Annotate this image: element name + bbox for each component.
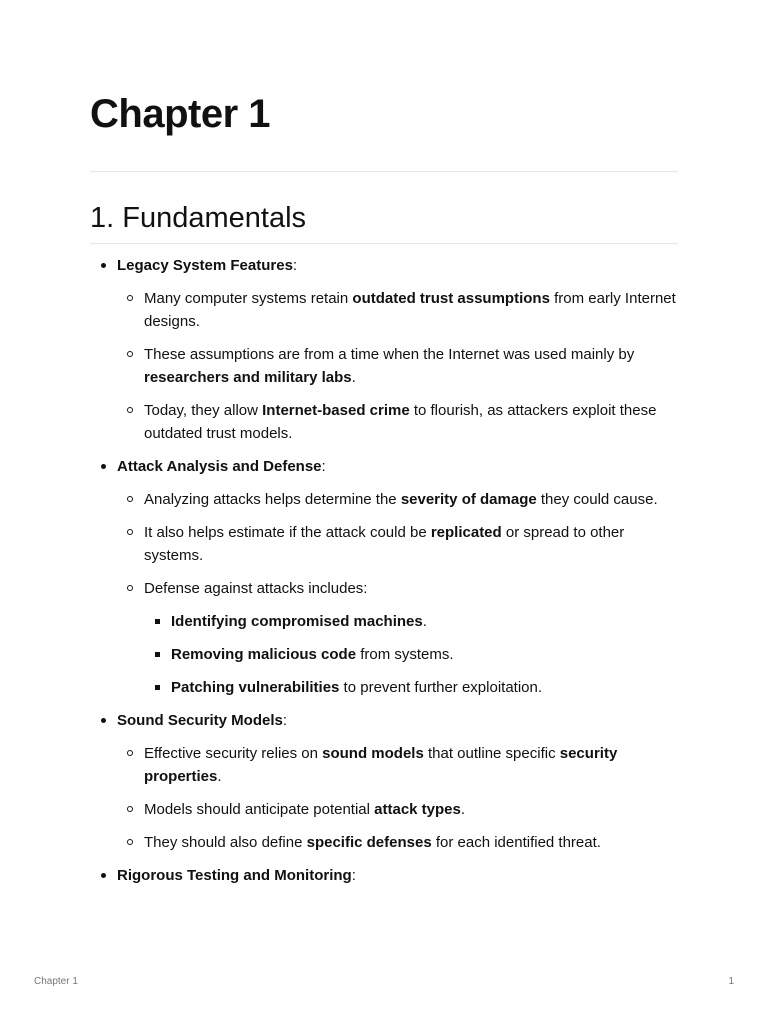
footer-chapter-label: Chapter 1 xyxy=(34,976,78,987)
title-divider xyxy=(90,171,678,172)
sub-sub-bullet-list xyxy=(144,610,680,699)
page-title: Chapter 1 xyxy=(90,92,270,136)
list-item-heading: Rigorous Testing and Monitoring: xyxy=(117,867,356,884)
list-item-text: It also helps estimate if the attack could be replicated or spread to other systems. xyxy=(144,524,625,564)
list-item-text: Effective security relies on sound models that outline specific security properties. xyxy=(144,745,618,785)
sub-sub-list-item xyxy=(144,643,680,666)
sub-sub-list-item xyxy=(144,676,680,699)
list-item-text: Patching vulnerabilities to prevent further exploitation. xyxy=(171,679,543,696)
bold-text: security properties xyxy=(144,745,618,785)
sub-list-item xyxy=(117,577,680,699)
section-heading: 1. Fundamentals xyxy=(90,202,307,234)
section-divider xyxy=(90,243,678,244)
bullet-list-container xyxy=(90,254,680,887)
list-item-heading: Attack Analysis and Defense: xyxy=(117,458,326,475)
bold-text: attack types xyxy=(374,801,461,818)
list-item-label: Legacy System Features xyxy=(117,257,293,274)
list-item-text: Identifying compromised machines. xyxy=(171,613,427,630)
sub-list-item xyxy=(117,798,680,821)
bold-text: Identifying compromised machines xyxy=(171,613,423,630)
list-item-heading: Legacy System Features: xyxy=(117,257,298,274)
sub-bullet-list xyxy=(117,742,680,854)
list-item xyxy=(90,455,680,699)
sub-bullet-list xyxy=(117,287,680,445)
list-item-text: Analyzing attacks helps determine the severity of damage they could cause. xyxy=(144,491,658,508)
bold-text: Patching vulnerabilities xyxy=(171,679,340,696)
bold-text: Removing malicious code xyxy=(171,646,357,663)
list-item-label: Attack Analysis and Defense xyxy=(117,458,322,475)
sub-bullet-list xyxy=(117,488,680,699)
list-item-text: Today, they allow Internet-based crime to flourish, as attackers exploit these outdated trust models. xyxy=(144,402,657,442)
list-item-text: Removing malicious code from systems. xyxy=(171,646,454,663)
list-item xyxy=(90,864,680,887)
list-item xyxy=(90,709,680,854)
list-item xyxy=(90,254,680,445)
sub-list-item xyxy=(117,831,680,854)
footer-page-number: 1 xyxy=(728,976,734,987)
bold-text: specific defenses xyxy=(306,834,432,851)
bold-text: outdated trust assumptions xyxy=(352,290,550,307)
bold-text: sound models xyxy=(322,745,424,762)
bold-text: researchers and military labs xyxy=(144,369,352,386)
list-item-label: Sound Security Models xyxy=(117,712,283,729)
list-item-heading: Sound Security Models: xyxy=(117,712,288,729)
sub-list-item xyxy=(117,287,680,333)
bold-text: Internet-based crime xyxy=(262,402,410,419)
bold-text: replicated xyxy=(430,524,502,541)
list-item-text: They should also define specific defenses for each identified threat. xyxy=(144,834,601,851)
sub-list-item xyxy=(117,399,680,445)
list-item-label: Rigorous Testing and Monitoring xyxy=(117,867,352,884)
list-item-text: Many computer systems retain outdated trust assumptions from early Internet designs. xyxy=(144,290,676,330)
sub-sub-list-item xyxy=(144,610,680,633)
sub-list-item xyxy=(117,488,680,511)
sub-list-item xyxy=(117,343,680,389)
sub-list-item xyxy=(117,521,680,567)
bullet-list xyxy=(90,254,680,887)
sub-list-item xyxy=(117,742,680,788)
list-item-text: Models should anticipate potential attack types. xyxy=(144,801,466,818)
bold-text: severity of damage xyxy=(400,491,537,508)
list-item-text: These assumptions are from a time when the Internet was used mainly by researchers and military labs. xyxy=(144,346,635,386)
list-item-text: Defense against attacks includes: xyxy=(144,580,368,597)
